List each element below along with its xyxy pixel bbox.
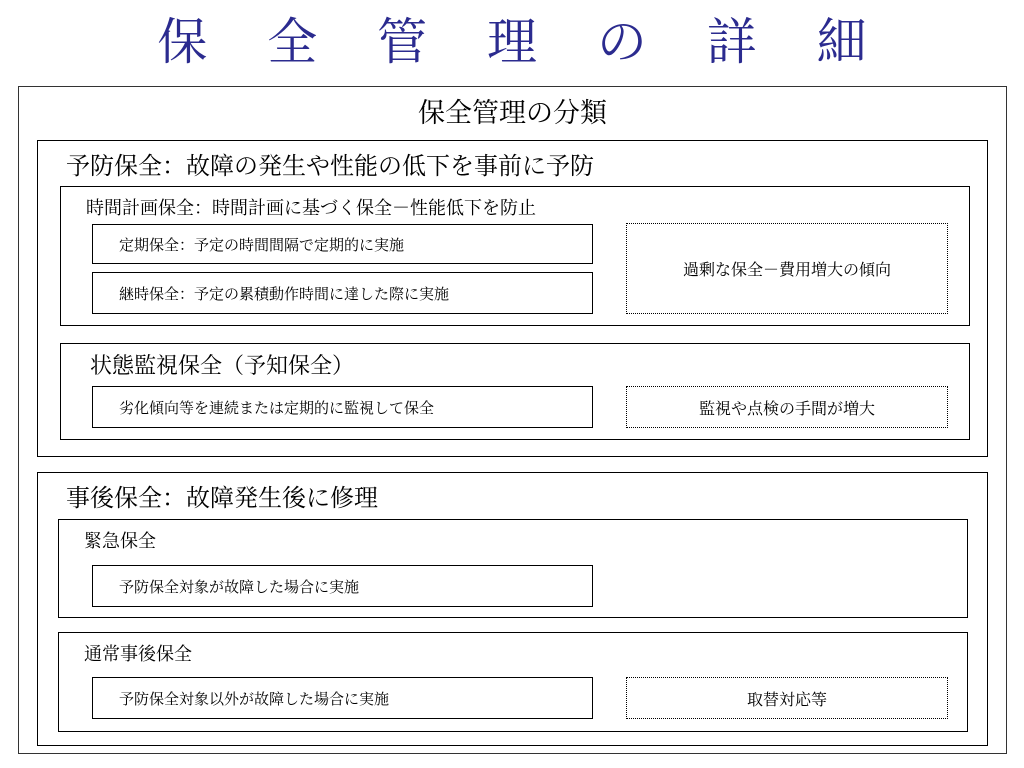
emergency-heading: 緊急保全 [84, 531, 156, 552]
corrective-heading: 事後保全：故障発生後に修理 [66, 484, 378, 512]
operating-time-maintenance-item: 継時保全：予定の累積動作時間に達した際に実施 [92, 272, 593, 314]
periodic-maintenance-item: 定期保全：予定の時間間隔で定期的に実施 [92, 224, 593, 264]
time-based-note: 過剰な保全－費用増大の傾向 [626, 223, 948, 314]
normal-corrective-item: 予防保全対象以外が故障した場合に実施 [92, 677, 593, 719]
normal-corrective-note: 取替対応等 [626, 677, 948, 719]
page-title: 保 全 管 理 の 詳 細 [157, 13, 889, 71]
condition-monitoring-item: 劣化傾向等を連続または定期的に監視して保全 [92, 386, 593, 428]
time-based-heading: 時間計画保全：時間計画に基づく保全－性能低下を防止 [86, 198, 536, 219]
normal-corrective-heading: 通常事後保全 [84, 644, 192, 665]
preventive-heading: 予防保全：故障の発生や性能の低下を事前に予防 [66, 152, 594, 180]
classification-heading: 保全管理の分類 [418, 98, 607, 129]
emergency-item: 予防保全対象が故障した場合に実施 [92, 565, 593, 607]
condition-based-heading: 状態監視保全（予知保全） [90, 354, 355, 379]
condition-based-note: 監視や点検の手間が増大 [626, 386, 948, 428]
